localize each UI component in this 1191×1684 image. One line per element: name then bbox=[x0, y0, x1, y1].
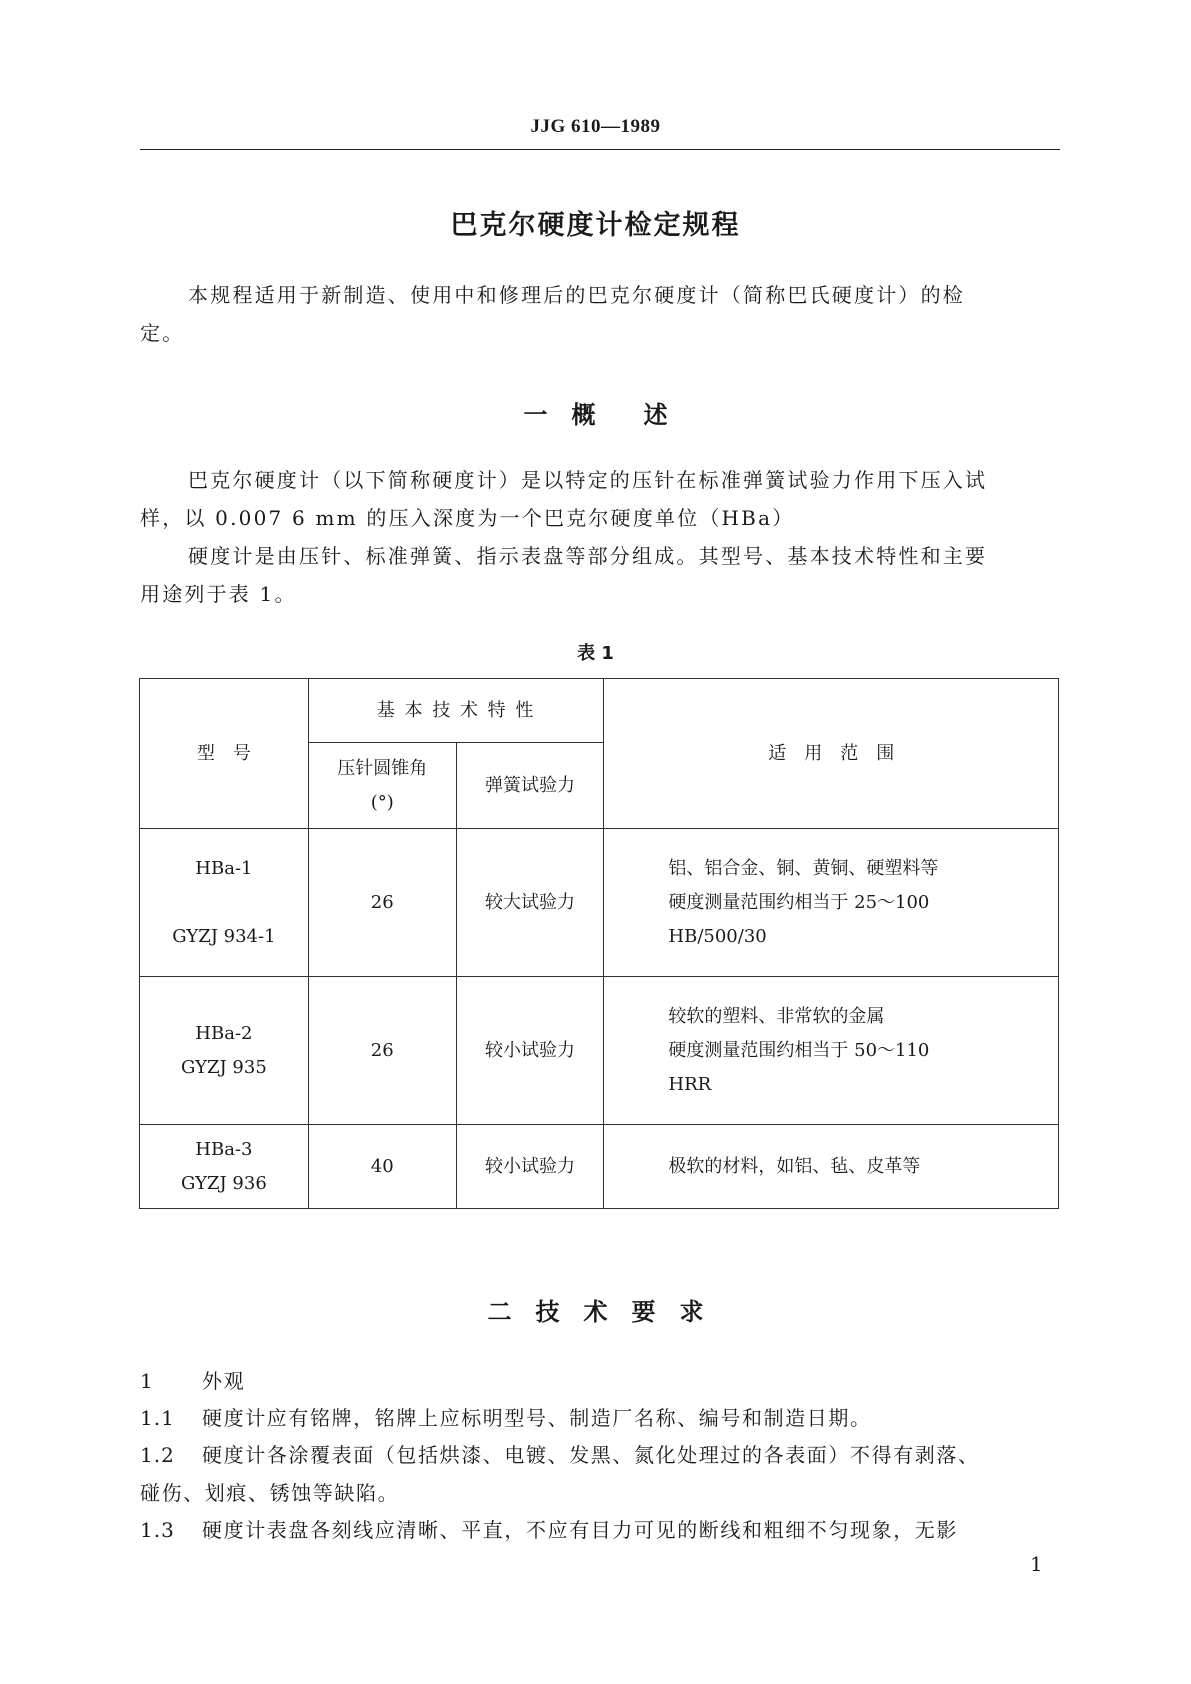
item-text: 硬度计各涂覆表面（包括烘漆、电镀、发黑、氮化处理过的各表面）不得有剥落、 bbox=[202, 1443, 980, 1467]
model-line: GYZJ 934-1 bbox=[172, 925, 276, 947]
table-row bbox=[140, 829, 1059, 977]
header-cone-angle bbox=[308, 743, 456, 829]
header-usage: 适 用 范 围 bbox=[604, 679, 1059, 829]
cell-range bbox=[604, 1125, 1059, 1209]
item-text-continuation: 碰伤、划痕、锈蚀等缺陷。 bbox=[140, 1481, 400, 1505]
paragraph-line: 硬度计是由压针、标准弹簧、指示表盘等部分组成。其型号、基本技术特性和主要 bbox=[188, 544, 988, 568]
cell-angle: 40 bbox=[308, 1125, 456, 1209]
table-header-row bbox=[140, 679, 1059, 743]
page-number: 1 bbox=[1030, 1552, 1043, 1576]
cell-model bbox=[140, 1125, 309, 1209]
cell-model bbox=[140, 977, 309, 1125]
item-text: 硬度计应有铭牌，铭牌上应标明型号、制造厂名称、编号和制造日期。 bbox=[202, 1406, 872, 1430]
item-number: 1.2 bbox=[140, 1443, 175, 1467]
requirement-item-1 bbox=[140, 1362, 1060, 1400]
intro-line: 本规程适用于新制造、使用中和修理后的巴克尔硬度计（简称巴氏硬度计）的检 bbox=[188, 283, 965, 307]
range-line: HB/500/30 bbox=[668, 925, 767, 947]
paragraph-line: 用途列于表 1。 bbox=[140, 582, 297, 606]
item-number: 1.1 bbox=[140, 1406, 175, 1430]
cell-range bbox=[604, 829, 1059, 977]
header-basic-specs: 基 本 技 术 特 性 bbox=[308, 679, 604, 743]
item-text: 外观 bbox=[202, 1369, 246, 1393]
header-rule bbox=[140, 149, 1060, 150]
table-row bbox=[140, 1125, 1059, 1209]
section-title-text: 二 技 术 要 求 bbox=[487, 1298, 704, 1326]
cell-angle: 26 bbox=[308, 977, 456, 1125]
cell-model bbox=[140, 829, 309, 977]
header-cone-angle-unit: (°) bbox=[370, 791, 394, 813]
requirement-item-1-2 bbox=[140, 1436, 1060, 1512]
spec-table bbox=[139, 678, 1059, 1209]
intro-line: 定。 bbox=[140, 321, 185, 345]
item-number: 1.3 bbox=[140, 1518, 175, 1542]
range-line: 极软的材料，如铝、毡、皮革等 bbox=[668, 1155, 921, 1177]
overview-paragraph-1 bbox=[140, 461, 1060, 537]
document-title: 巴克尔硬度计检定规程 bbox=[450, 210, 741, 241]
cell-force: 较大试验力 bbox=[456, 829, 604, 977]
intro-paragraph bbox=[140, 276, 1060, 352]
cell-force: 较小试验力 bbox=[456, 1125, 604, 1209]
table-row bbox=[140, 977, 1059, 1125]
header-cone-angle-line: 压针圆锥角 bbox=[337, 757, 428, 779]
range-line: HRR bbox=[668, 1073, 712, 1095]
paragraph-line: 巴克尔硬度计（以下简称硬度计）是以特定的压针在标准弹簧试验力作用下压入试 bbox=[188, 468, 988, 492]
range-line: 较软的塑料、非常软的金属 bbox=[668, 1005, 885, 1027]
table-caption: 表 1 bbox=[577, 643, 614, 664]
cell-range bbox=[604, 977, 1059, 1125]
header-spring-force: 弹簧试验力 bbox=[456, 743, 604, 829]
cell-force: 较小试验力 bbox=[456, 977, 604, 1125]
section-title-text: 一 概 述 bbox=[523, 401, 668, 429]
model-line: HBa-1 bbox=[195, 857, 253, 879]
item-number: 1 bbox=[140, 1369, 154, 1393]
range-line: 铝、铝合金、铜、黄铜、硬塑料等 bbox=[668, 857, 939, 879]
section-title-overview bbox=[0, 395, 1191, 430]
model-line: HBa-2 bbox=[195, 1022, 253, 1044]
model-line: GYZJ 935 bbox=[181, 1056, 267, 1078]
cell-angle: 26 bbox=[308, 829, 456, 977]
item-text: 硬度计表盘各刻线应清晰、平直，不应有目力可见的断线和粗细不匀现象，无影 bbox=[202, 1518, 958, 1542]
requirement-item-1-1 bbox=[140, 1399, 1060, 1437]
overview-paragraph-2 bbox=[140, 537, 1060, 613]
paragraph-line: 样，以 0.007 6 mm 的压入深度为一个巴克尔硬度单位（HBa） bbox=[140, 506, 795, 530]
header-model: 型 号 bbox=[140, 679, 309, 829]
range-line: 硬度测量范围约相当于 50～110 bbox=[668, 1039, 930, 1061]
model-line: HBa-3 bbox=[195, 1138, 253, 1160]
model-line: GYZJ 936 bbox=[181, 1172, 267, 1194]
section-title-requirements bbox=[0, 1292, 1191, 1327]
document-code: JJG 610—1989 bbox=[530, 116, 661, 137]
requirement-item-1-3 bbox=[140, 1511, 1060, 1549]
range-line: 硬度测量范围约相当于 25～100 bbox=[668, 891, 930, 913]
